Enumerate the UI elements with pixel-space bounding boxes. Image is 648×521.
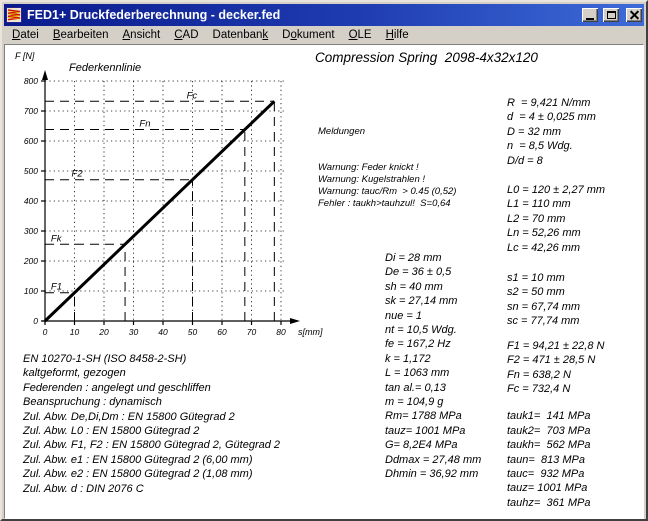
marker-label-Fn: Fn: [139, 118, 151, 130]
value-line: s2 = 50 mm: [507, 286, 565, 299]
svg-text:0: 0: [33, 316, 38, 326]
value-line: Di = 28 mm: [385, 252, 442, 264]
value-line: Fn = 638,2 N: [507, 368, 571, 381]
value-line: F1 = 94,21 ± 22,8 N: [507, 339, 605, 352]
value-line: taukh= 562 MPa: [507, 439, 591, 452]
svg-text:100: 100: [23, 286, 38, 296]
note-line: Zul. Abw. d : DIN 2076 C: [23, 482, 144, 495]
maximize-button[interactable]: [603, 8, 619, 22]
note-line: Zul. Abw. e2 : EN 15800 Gütegrad 2 (1,08 mm): [23, 468, 253, 481]
maximize-icon: [607, 11, 616, 19]
svg-text:30: 30: [128, 327, 139, 337]
value-line: tan al.= 0,13: [385, 381, 446, 394]
svg-text:500: 500: [23, 166, 38, 176]
note-line: kaltgeformt, gezogen: [23, 367, 126, 380]
chart-title: Federkennlinie: [69, 62, 142, 74]
value-line: R = 9,421 N/mm: [507, 97, 591, 109]
note-line: Zul. Abw. F1, F2 : EN 15800 Gütegrad 2, Gütegrad 2: [23, 439, 281, 452]
marker-label-F2: F2: [71, 168, 83, 180]
menu-item-hilfe[interactable]: Hilfe: [385, 29, 409, 41]
value-line: d = 4 ± 0,025 mm: [507, 111, 596, 124]
title-bar: [4, 4, 644, 26]
value-line: tauz= 1001 MPa: [385, 424, 466, 437]
value-line: L = 1063 mm: [385, 367, 450, 380]
value-line: F2 = 471 ± 28,5 N: [507, 354, 596, 367]
window-title: FED1+ Druckfederberechnung - decker.fed: [27, 8, 281, 22]
svg-text:600: 600: [23, 136, 38, 146]
main-parameters-column: [507, 96, 605, 510]
value-line: De = 36 ± 0,5: [385, 266, 452, 279]
menu-item-dokument[interactable]: Dokument: [282, 29, 335, 41]
parameter-group-1: [507, 183, 605, 255]
value-line: fe = 167,2 Hz: [385, 338, 451, 351]
value-line: L2 = 70 mm: [507, 212, 566, 225]
message-line: Fehler : taukh>tauhzul! S=0,64: [318, 198, 451, 209]
messages-title: Meldungen: [318, 126, 366, 137]
value-line: L1 = 110 mm: [507, 198, 571, 211]
value-line: tauz= 1001 MPa: [507, 482, 588, 495]
parameter-group-3: [507, 339, 605, 397]
menu-item-bearbeiten[interactable]: Bearbeiten: [52, 29, 109, 41]
calculated-values-column: [385, 251, 481, 482]
svg-text:800: 800: [23, 76, 38, 86]
marker-label-Fk: Fk: [50, 233, 62, 245]
parameter-group-4: [507, 409, 605, 510]
value-line: sk = 27,14 mm: [385, 295, 458, 308]
minimize-button[interactable]: [582, 8, 598, 22]
close-icon: [630, 11, 639, 20]
note-line: Federenden : angelegt und geschliffen: [23, 381, 211, 394]
parameter-group-2: [507, 271, 605, 329]
message-line: Warnung: tauc/Rm > 0.45 (0,52): [318, 186, 457, 197]
spring-characteristic-chart: [5, 45, 325, 345]
svg-text:0: 0: [42, 327, 48, 337]
menu-bar: [4, 26, 644, 44]
svg-text:50: 50: [187, 327, 198, 337]
value-line: D/d = 8: [507, 154, 543, 167]
spring-designation: Compression Spring 2098-4x32x120: [315, 50, 538, 65]
note-line: Zul. Abw. De,Di,Dm : EN 15800 Gütegrad 2: [23, 410, 235, 423]
svg-text:70: 70: [246, 327, 257, 337]
note-line: Beanspruchung : dynamisch: [23, 396, 162, 409]
value-line: sc = 77,74 mm: [507, 315, 580, 328]
document-area: [4, 44, 644, 519]
menu-item-ole[interactable]: OLE: [348, 29, 372, 41]
close-button[interactable]: [626, 8, 642, 22]
menu-item-datei[interactable]: Datei: [12, 29, 39, 41]
value-line: k = 1,172: [385, 352, 431, 365]
value-line: taun= 813 MPa: [507, 453, 585, 466]
value-line: sn = 67,74 mm: [507, 300, 581, 313]
value-line: nue = 1: [385, 309, 423, 322]
value-line: tauk1= 141 MPa: [507, 410, 591, 423]
value-line: tauk2= 703 MPa: [507, 424, 591, 437]
value-line: Dhmin = 36,92 mm: [385, 468, 479, 481]
value-line: n = 8,5 Wdg.: [507, 140, 573, 153]
material-notes-block: [23, 352, 280, 496]
value-line: Fc = 732,4 N: [507, 382, 571, 395]
series-Federkennlinie: [45, 101, 274, 321]
value-line: Ddmax = 27,48 mm: [385, 453, 482, 466]
message-line: Warnung: Kugelstrahlen !: [318, 174, 426, 185]
marker-label-Fc: Fc: [186, 90, 198, 102]
svg-text:40: 40: [158, 327, 168, 337]
svg-text:80: 80: [276, 327, 286, 337]
spring-icon[interactable]: [6, 7, 22, 23]
menu-item-cad[interactable]: CAD: [174, 29, 199, 41]
value-line: Lc = 42,26 mm: [507, 241, 581, 254]
value-line: tauhz= 361 MPa: [507, 496, 591, 509]
svg-text:200: 200: [23, 256, 38, 266]
note-line: Zul. Abw. e1 : EN 15800 Gütegrad 2 (6,00 mm): [23, 453, 253, 466]
minimize-icon: [586, 18, 594, 20]
x-axis-label: s[mm]: [298, 327, 323, 337]
svg-text:400: 400: [23, 196, 38, 206]
value-line: D = 32 mm: [507, 125, 562, 138]
svg-text:700: 700: [23, 106, 38, 116]
svg-text:10: 10: [69, 327, 80, 337]
message-line: Warnung: Feder knickt !: [318, 162, 419, 173]
svg-text:300: 300: [23, 226, 38, 236]
value-line: Rm= 1788 MPa: [385, 410, 462, 423]
value-line: L0 = 120 ± 2,27 mm: [507, 184, 606, 197]
value-line: G= 8,2E4 MPa: [385, 439, 458, 452]
value-line: nt = 10,5 Wdg.: [385, 324, 457, 337]
y-axis-label: F [N]: [15, 51, 35, 61]
note-line: Zul. Abw. L0 : EN 15800 Gütegrad 2: [23, 425, 200, 438]
svg-text:60: 60: [217, 327, 227, 337]
menu-item-ansicht[interactable]: Ansicht: [122, 29, 161, 41]
menu-item-datenbank[interactable]: Datenbank: [212, 29, 269, 41]
parameter-group-0: [507, 96, 605, 168]
value-line: Ln = 52,26 mm: [507, 227, 581, 240]
svg-text:20: 20: [99, 327, 109, 337]
note-line: EN 10270-1-SH (ISO 8458-2-SH): [23, 353, 187, 365]
value-line: tauc= 932 MPa: [507, 467, 585, 480]
messages-block: [318, 102, 456, 210]
marker-label-F1: F1: [50, 281, 62, 293]
value-line: m = 104,9 g: [385, 396, 444, 409]
value-line: sh = 40 mm: [385, 280, 443, 293]
value-line: s1 = 10 mm: [507, 272, 565, 285]
